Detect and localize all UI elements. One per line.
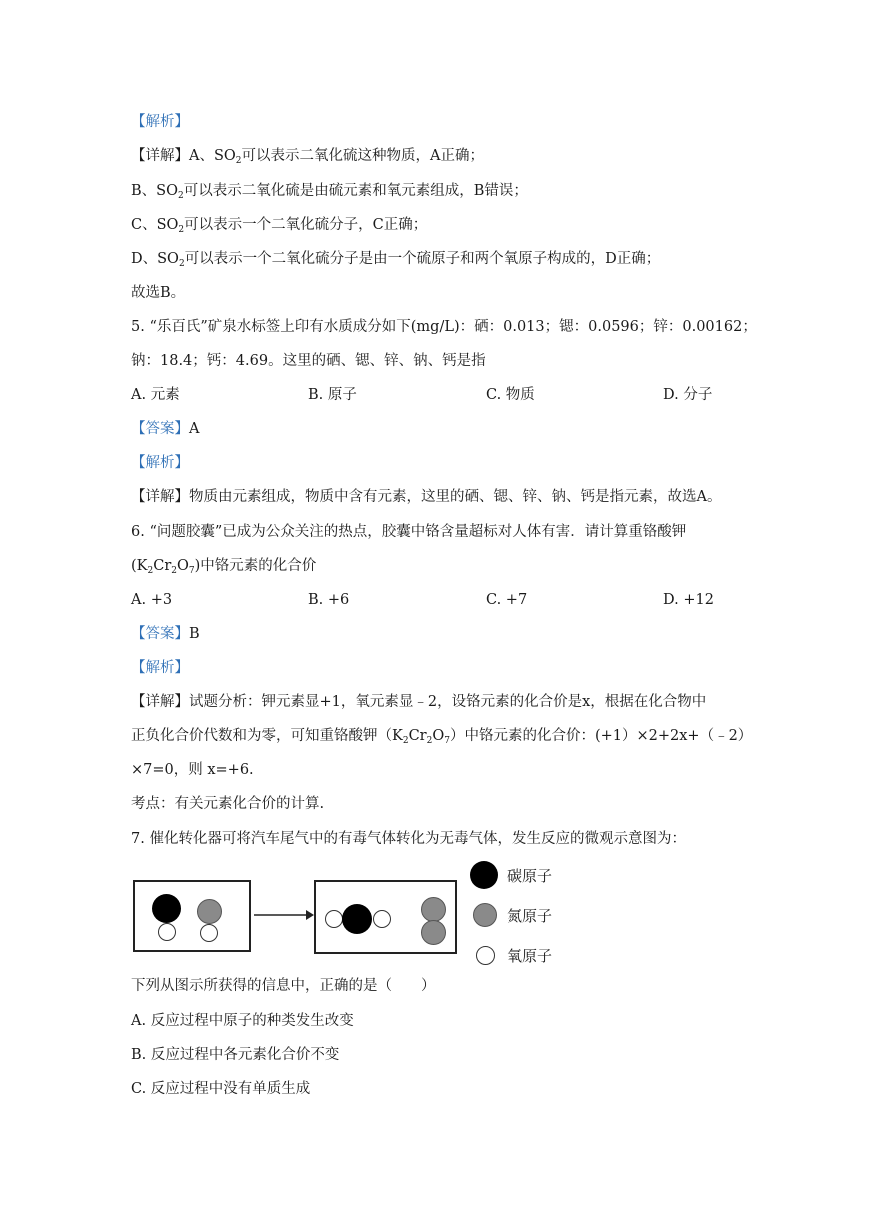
reaction-arrow-icon bbox=[252, 908, 314, 922]
q5-answer: 【答案】A bbox=[131, 421, 200, 437]
analysis-tag: 【解析】 bbox=[131, 114, 189, 130]
carbon-atom bbox=[342, 904, 372, 934]
q4-detail-b: B、$SO_2$可以表示二氧化硫是由硫元素和氧元素组成，B错误； bbox=[131, 183, 528, 201]
q4-detail-c: C、$SO_2$可以表示一个二氧化硫分子，C正确； bbox=[131, 217, 428, 235]
legend-nitrogen-label: 氮原子 bbox=[507, 907, 553, 925]
q6-detail-line3: ×7=0，则 x=+6. bbox=[131, 762, 254, 778]
q6-option-b: B. +6 bbox=[308, 592, 350, 608]
q7-stem: 7. 催化转化器可将汽车尾气中的有毒气体转化为无毒气体，发生反应的微观示意图为： bbox=[131, 831, 686, 847]
q6-analysis-tag: 【解析】 bbox=[131, 660, 189, 676]
q7-option-a: A. 反应过程中原子的种类发生改变 bbox=[131, 1013, 354, 1029]
q5-detail: 【详解】物质由元素组成，物质中含有元素，这里的硒、锶、锌、钠、钙是指元素，故选A。 bbox=[131, 489, 722, 505]
q5-option-c: C. 物质 bbox=[486, 387, 535, 403]
carbon-atom bbox=[152, 894, 181, 923]
q4-detail-d: D、$SO_2$可以表示一个二氧化硫分子是由一个硫原子和两个氧原子构成的，D正确； bbox=[131, 251, 661, 269]
nitrogen-atom bbox=[421, 920, 446, 945]
nitrogen-atom bbox=[421, 897, 446, 922]
legend-oxygen-icon bbox=[476, 946, 495, 965]
oxygen-atom bbox=[200, 924, 218, 942]
q5-option-d: D. 分子 bbox=[663, 387, 713, 403]
oxygen-atom bbox=[325, 910, 343, 928]
q5-stem-line2: 钠：18.4；钙：4.69。这里的硒、锶、锌、钠、钙是指 bbox=[131, 353, 486, 369]
oxygen-atom bbox=[158, 923, 176, 941]
q6-detail-line2: 正负化合价代数和为零，可知重铬酸钾$(K_2Cr_2O_7)$中铬元素的化合价：(+1）×2+2x+（﹣2） bbox=[131, 728, 753, 746]
q6-option-a: A. +3 bbox=[131, 592, 173, 608]
q5-option-b: B. 原子 bbox=[308, 387, 357, 403]
q6-stem-line1: 6. “问题胶囊”已成为公众关注的热点，胶囊中铬含量超标对人体有害．请计算重铬酸钾 bbox=[131, 524, 687, 540]
oxygen-atom bbox=[373, 910, 391, 928]
q7-prompt: 下列从图示所获得的信息中，正确的是（ ） bbox=[131, 978, 436, 994]
reactants-box bbox=[133, 880, 251, 952]
legend-oxygen-label: 氧原子 bbox=[507, 947, 553, 965]
q6-kaodian: 考点：有关元素化合价的计算. bbox=[131, 796, 325, 812]
q4-conclusion: 故选B。 bbox=[131, 285, 186, 301]
q5-option-a: A. 元素 bbox=[131, 387, 180, 403]
q4-detail-a: 【详解】A、$SO_2$可以表示二氧化硫这种物质，A正确； bbox=[131, 148, 485, 166]
legend-nitrogen-icon bbox=[473, 903, 497, 927]
q7-option-b: B. 反应过程中各元素化合价不变 bbox=[131, 1047, 340, 1063]
detail-tag: 【详解】 bbox=[131, 148, 189, 164]
nitrogen-atom bbox=[197, 899, 222, 924]
q7-option-c: C. 反应过程中没有单质生成 bbox=[131, 1081, 311, 1097]
q6-detail-line1: 【详解】试题分析：钾元素显+1，氧元素显﹣2，设铬元素的化合价是x，根据在化合物中 bbox=[131, 694, 707, 710]
q6-answer: 【答案】B bbox=[131, 626, 200, 642]
q6-option-d: D. +12 bbox=[663, 592, 714, 608]
q6-option-c: C. +7 bbox=[486, 592, 528, 608]
q5-stem-line1: 5. “乐百氏”矿泉水标签上印有水质成分如下(mg/L)：硒：0.013；锶：0.0596；锌：0.00162； bbox=[131, 319, 757, 335]
legend-carbon-icon bbox=[470, 861, 498, 889]
legend-carbon-label: 碳原子 bbox=[507, 867, 553, 885]
q5-analysis-tag: 【解析】 bbox=[131, 455, 189, 471]
q6-stem-line2: $(K_2Cr_2O_7)$中铬元素的化合价 bbox=[131, 558, 317, 576]
